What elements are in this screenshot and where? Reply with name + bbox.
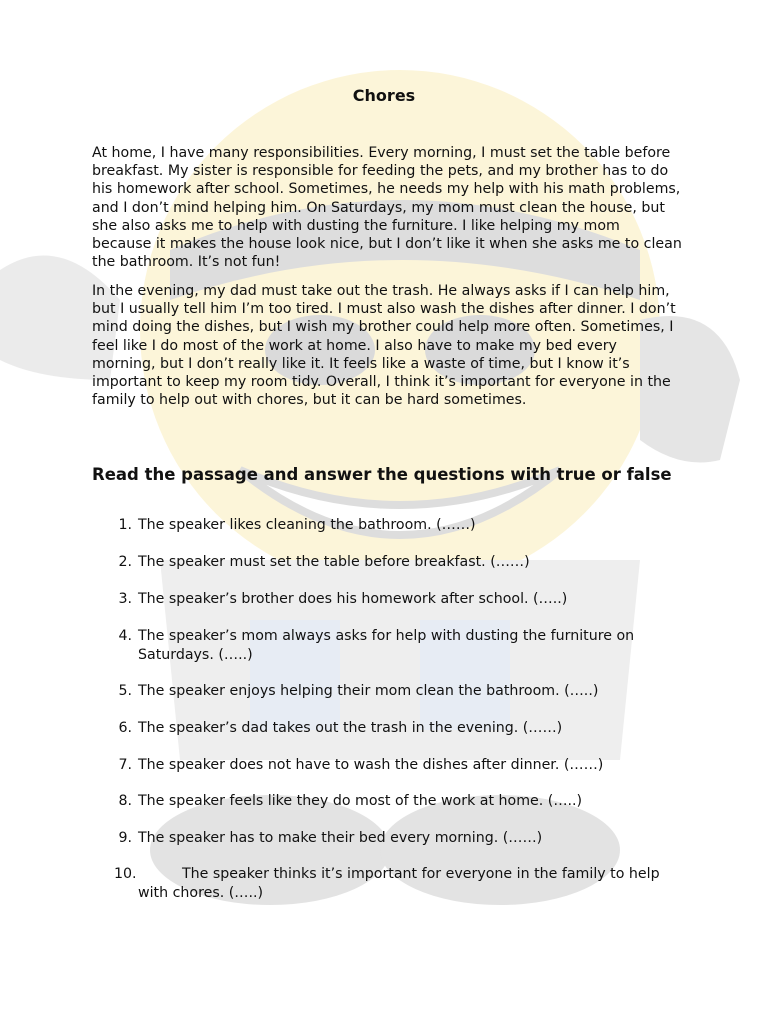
question-text: The speaker’s brother does his homework after school. (…..) [138, 591, 568, 607]
question-item [112, 627, 682, 665]
question-number: 3. [118, 591, 132, 607]
question-item [112, 516, 682, 535]
passage-paragraph-1: At home, I have many responsibilities. Every morning, I must set the table before breakfast. My sister is responsible for feeding the pets, and my brother has to do his homework after school. Sometimes, he needs my help with his math problems, and I don’t mind helping him. On Saturdays, my mom must clean the house, but she also asks me to help with dusting the furniture. I like helping my mom because it makes the house look nice, but I don’t like it when she asks me to clean the bathroom. It’s not fun! [92, 145, 682, 271]
question-text: The speaker enjoys helping their mom clean the bathroom. (…..) [138, 683, 599, 699]
question-item [112, 756, 682, 775]
question-number: 1. [118, 517, 132, 533]
question-number: 10. [114, 866, 137, 882]
question-item [112, 719, 682, 738]
question-text: The speaker’s mom always asks for help with dusting the furniture on Saturdays. (…..) [138, 628, 635, 663]
question-item [112, 865, 682, 903]
question-number: 6. [118, 720, 132, 736]
question-item [112, 553, 682, 572]
question-number: 4. [118, 628, 132, 644]
passage-paragraph-2: In the evening, my dad must take out the trash. He always asks if I can help him, but I usually tell him I’m too tired. I must also wash the dishes after dinner. I don’t mind doing the dishes, but I wish my brother could help more often. Sometimes, I feel like I do most of the work at home. I also have to make my bed every morning, but I don’t really like it. It feels like a waste of time, but I know it’s important to keep my room tidy. Overall, I think it’s important for everyone in the family to help out with chores, but it can be hard sometimes. [92, 283, 676, 409]
question-item [112, 590, 682, 609]
instructions-heading: Read the passage and answer the questions with true or false [92, 465, 672, 484]
question-number: 7. [118, 757, 132, 773]
question-text: The speaker’s dad takes out the trash in the evening. (……) [138, 720, 563, 736]
question-item [112, 792, 682, 811]
question-text: The speaker has to make their bed every morning. (……) [138, 830, 543, 846]
question-number: 5. [118, 683, 132, 699]
question-number: 8. [118, 793, 132, 809]
question-item [112, 682, 682, 701]
question-item [112, 829, 682, 848]
question-text: The speaker feels like they do most of the work at home. (…..) [138, 793, 583, 809]
question-text-wrapper [138, 865, 682, 903]
question-number: 9. [118, 830, 132, 846]
question-text: The speaker must set the table before breakfast. (……) [138, 554, 530, 570]
page-title: Chores [352, 86, 416, 105]
question-text: The speaker thinks it’s important for everyone in the family to help with chores. (…..) [138, 866, 660, 901]
question-text: The speaker likes cleaning the bathroom. (……) [138, 517, 476, 533]
question-number: 2. [118, 554, 132, 570]
question-text: The speaker does not have to wash the dishes after dinner. (……) [138, 757, 604, 773]
